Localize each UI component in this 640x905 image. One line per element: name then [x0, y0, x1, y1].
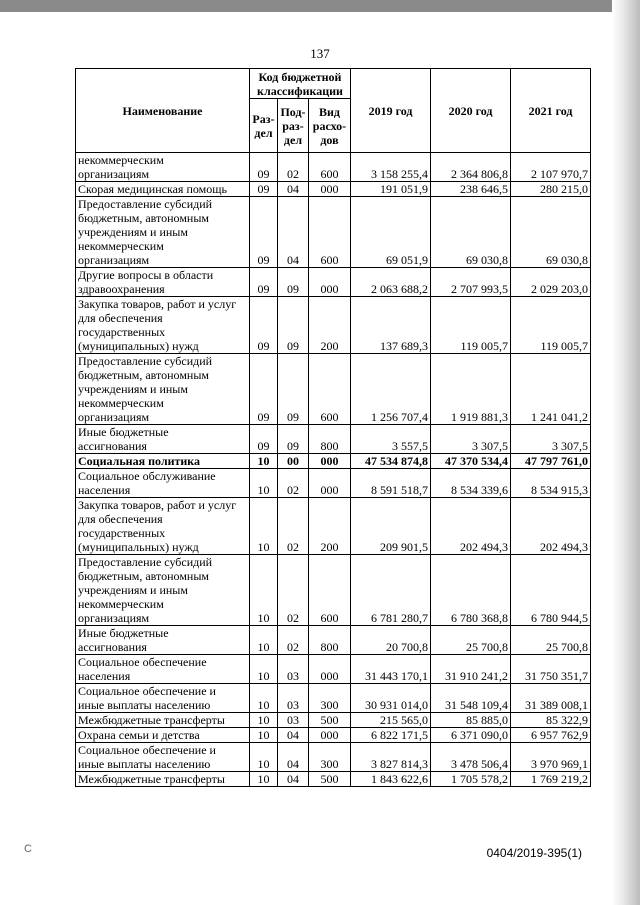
row-value-2020: 85 885,0: [431, 713, 511, 728]
header-code-group: Код бюджетной классификации: [250, 69, 351, 99]
row-value-2020: 6 371 090,0: [431, 728, 511, 743]
table-row: [76, 498, 591, 555]
row-value-2021: 25 700,8: [511, 626, 591, 655]
row-name: Социальное обслуживание населения: [78, 469, 216, 497]
row-subsection: 02: [278, 498, 309, 555]
row-subsection: 02: [278, 555, 309, 626]
row-name: Социальная политика: [78, 454, 201, 468]
row-value-2020: 25 700,8: [431, 626, 511, 655]
row-section: 09: [250, 197, 278, 268]
row-value-2019: 30 931 014,0: [351, 684, 431, 713]
row-subsection: 09: [278, 297, 309, 354]
row-name: некоммерческим организациям: [78, 153, 164, 181]
table-row: [76, 354, 591, 425]
row-subsection: 00: [278, 454, 309, 469]
row-value-2021: 119 005,7: [511, 297, 591, 354]
row-name-cell: [76, 469, 250, 498]
row-section: 09: [250, 182, 278, 197]
row-name: Закупка товаров, работ и услуг для обеспечения государственных (муниципальных) нужд: [78, 498, 237, 554]
row-subsection: 03: [278, 684, 309, 713]
row-expense-type: 800: [309, 425, 351, 454]
row-expense-type: 600: [309, 555, 351, 626]
table-row: [76, 182, 591, 197]
row-expense-type: 000: [309, 454, 351, 469]
row-value-2020: 1 705 578,2: [431, 772, 511, 787]
row-section: 09: [250, 153, 278, 182]
row-name-cell: [76, 684, 250, 713]
row-value-2021: 1 769 219,2: [511, 772, 591, 787]
row-section: 10: [250, 655, 278, 684]
row-expense-type: 300: [309, 743, 351, 772]
row-name: Предоставление субсидий бюджетным, автономным учреждениям и иным некоммерческим организациям: [78, 555, 213, 625]
row-value-2020: 2 707 993,5: [431, 268, 511, 297]
row-section: 09: [250, 354, 278, 425]
page-number: 137: [310, 46, 330, 61]
row-value-2019: 215 565,0: [351, 713, 431, 728]
row-name-cell: [76, 268, 250, 297]
table-row: [76, 425, 591, 454]
row-section: 10: [250, 728, 278, 743]
row-name-cell: [76, 498, 250, 555]
header-2019: 2019 год: [351, 69, 431, 153]
row-name-cell: [76, 772, 250, 787]
row-subsection: 04: [278, 182, 309, 197]
header-2021: 2021 год: [511, 69, 591, 153]
row-name: Социальное обеспечение и иные выплаты населению: [78, 743, 216, 771]
row-expense-type: 600: [309, 197, 351, 268]
row-subsection: 04: [278, 743, 309, 772]
row-value-2019: 20 700,8: [351, 626, 431, 655]
row-value-2020: 6 780 368,8: [431, 555, 511, 626]
row-value-2021: 31 389 008,1: [511, 684, 591, 713]
row-section: 09: [250, 425, 278, 454]
row-value-2021: 47 797 761,0: [511, 454, 591, 469]
table-row: [76, 454, 591, 469]
row-subsection: 09: [278, 354, 309, 425]
row-value-2019: 1 843 622,6: [351, 772, 431, 787]
header-name: Наименование: [76, 69, 250, 153]
row-name: Предоставление субсидий бюджетным, автономным учреждениям и иным некоммерческим организациям: [78, 354, 213, 424]
row-expense-type: 000: [309, 728, 351, 743]
row-name-cell: [76, 713, 250, 728]
row-name-cell: [76, 555, 250, 626]
table-row: [76, 728, 591, 743]
row-expense-type: 500: [309, 713, 351, 728]
row-section: 10: [250, 626, 278, 655]
row-section: 10: [250, 454, 278, 469]
row-value-2019: 3 557,5: [351, 425, 431, 454]
row-section: 10: [250, 498, 278, 555]
corner-mark: С: [24, 843, 32, 855]
row-name: Закупка товаров, работ и услуг для обеспечения государственных (муниципальных) нужд: [78, 297, 237, 353]
row-name-cell: [76, 626, 250, 655]
row-value-2020: 69 030,8: [431, 197, 511, 268]
row-subsection: 02: [278, 469, 309, 498]
row-value-2020: 31 548 109,4: [431, 684, 511, 713]
row-expense-type: 000: [309, 469, 351, 498]
row-name-cell: [76, 454, 250, 469]
row-value-2019: 69 051,9: [351, 197, 431, 268]
header-expense-type: Вид расхо- дов: [309, 99, 351, 153]
budget-table: [75, 68, 591, 787]
row-value-2020: 202 494,3: [431, 498, 511, 555]
row-value-2021: 3 307,5: [511, 425, 591, 454]
row-expense-type: 200: [309, 498, 351, 555]
row-expense-type: 000: [309, 268, 351, 297]
row-value-2019: 1 256 707,4: [351, 354, 431, 425]
row-value-2019: 6 781 280,7: [351, 555, 431, 626]
row-value-2019: 31 443 170,1: [351, 655, 431, 684]
row-name: Межбюджетные трансферты: [78, 713, 225, 727]
row-name: Межбюджетные трансферты: [78, 772, 225, 786]
row-value-2019: 47 534 874,8: [351, 454, 431, 469]
row-value-2019: 6 822 171,5: [351, 728, 431, 743]
scan-top-edge: [0, 0, 640, 12]
row-value-2019: 2 063 688,2: [351, 268, 431, 297]
row-value-2020: 119 005,7: [431, 297, 511, 354]
row-value-2019: 137 689,3: [351, 297, 431, 354]
row-value-2020: 47 370 534,4: [431, 454, 511, 469]
row-name: Предоставление субсидий бюджетным, автономным учреждениям и иным некоммерческим организациям: [78, 197, 213, 267]
row-value-2019: 209 901,5: [351, 498, 431, 555]
row-section: 10: [250, 684, 278, 713]
table-row: [76, 655, 591, 684]
row-name-cell: [76, 743, 250, 772]
table-row: [76, 713, 591, 728]
row-value-2020: 1 919 881,3: [431, 354, 511, 425]
header-section: Раз- дел: [250, 99, 278, 153]
table-row: [76, 772, 591, 787]
row-expense-type: 200: [309, 297, 351, 354]
row-name: Скорая медицинская помощь: [78, 182, 227, 196]
row-value-2021: 31 750 351,7: [511, 655, 591, 684]
row-value-2020: 3 307,5: [431, 425, 511, 454]
table-row: [76, 684, 591, 713]
row-name-cell: [76, 728, 250, 743]
scan-right-edge: [612, 0, 640, 905]
row-name-cell: [76, 655, 250, 684]
row-subsection: 04: [278, 772, 309, 787]
row-expense-type: 800: [309, 626, 351, 655]
row-value-2020: 8 534 339,6: [431, 469, 511, 498]
row-name-cell: [76, 425, 250, 454]
header-2020: 2020 год: [431, 69, 511, 153]
row-name-cell: [76, 297, 250, 354]
row-value-2020: 238 646,5: [431, 182, 511, 197]
row-value-2021: 69 030,8: [511, 197, 591, 268]
row-subsection: 04: [278, 728, 309, 743]
row-section: 09: [250, 297, 278, 354]
row-name-cell: [76, 197, 250, 268]
row-expense-type: 000: [309, 655, 351, 684]
row-subsection: 03: [278, 655, 309, 684]
table-row: [76, 743, 591, 772]
row-expense-type: 300: [309, 684, 351, 713]
row-value-2019: 3 827 814,3: [351, 743, 431, 772]
row-section: 10: [250, 743, 278, 772]
row-value-2021: 3 970 969,1: [511, 743, 591, 772]
row-value-2021: 6 957 762,9: [511, 728, 591, 743]
row-subsection: 02: [278, 153, 309, 182]
row-value-2020: 3 478 506,4: [431, 743, 511, 772]
table-row: [76, 555, 591, 626]
row-value-2021: 2 029 203,0: [511, 268, 591, 297]
row-subsection: 03: [278, 713, 309, 728]
row-name-cell: [76, 182, 250, 197]
row-name: Социальное обеспечение населения: [78, 655, 207, 683]
table-row: [76, 197, 591, 268]
row-section: 09: [250, 268, 278, 297]
row-name: Иные бюджетные ассигнования: [78, 425, 169, 453]
row-value-2021: 280 215,0: [511, 182, 591, 197]
row-expense-type: 600: [309, 354, 351, 425]
row-section: 10: [250, 713, 278, 728]
row-value-2019: 191 051,9: [351, 182, 431, 197]
table-row: [76, 268, 591, 297]
row-section: 10: [250, 555, 278, 626]
document-id: 0404/2019-395(1): [486, 846, 582, 860]
row-value-2021: 85 322,9: [511, 713, 591, 728]
row-subsection: 04: [278, 197, 309, 268]
row-expense-type: 600: [309, 153, 351, 182]
table-row: [76, 153, 591, 182]
row-value-2021: 8 534 915,3: [511, 469, 591, 498]
table-body: [76, 153, 591, 787]
row-name: Охрана семьи и детства: [78, 728, 200, 742]
table-row: [76, 626, 591, 655]
row-value-2020: 31 910 241,2: [431, 655, 511, 684]
row-subsection: 09: [278, 425, 309, 454]
table-row: [76, 469, 591, 498]
row-expense-type: 000: [309, 182, 351, 197]
row-name: Иные бюджетные ассигнования: [78, 626, 169, 654]
row-name-cell: [76, 153, 250, 182]
row-value-2019: 3 158 255,4: [351, 153, 431, 182]
header-subsection: Под- раз- дел: [278, 99, 309, 153]
row-name: Социальное обеспечение и иные выплаты населению: [78, 684, 216, 712]
table-row: [76, 297, 591, 354]
row-name: Другие вопросы в области здравоохранения: [78, 268, 214, 296]
row-section: 10: [250, 469, 278, 498]
row-value-2020: 2 364 806,8: [431, 153, 511, 182]
row-value-2021: 202 494,3: [511, 498, 591, 555]
row-subsection: 02: [278, 626, 309, 655]
row-name-cell: [76, 354, 250, 425]
row-expense-type: 500: [309, 772, 351, 787]
row-value-2019: 8 591 518,7: [351, 469, 431, 498]
row-section: 10: [250, 772, 278, 787]
row-value-2021: 1 241 041,2: [511, 354, 591, 425]
row-value-2021: 2 107 970,7: [511, 153, 591, 182]
row-value-2021: 6 780 944,5: [511, 555, 591, 626]
row-subsection: 09: [278, 268, 309, 297]
